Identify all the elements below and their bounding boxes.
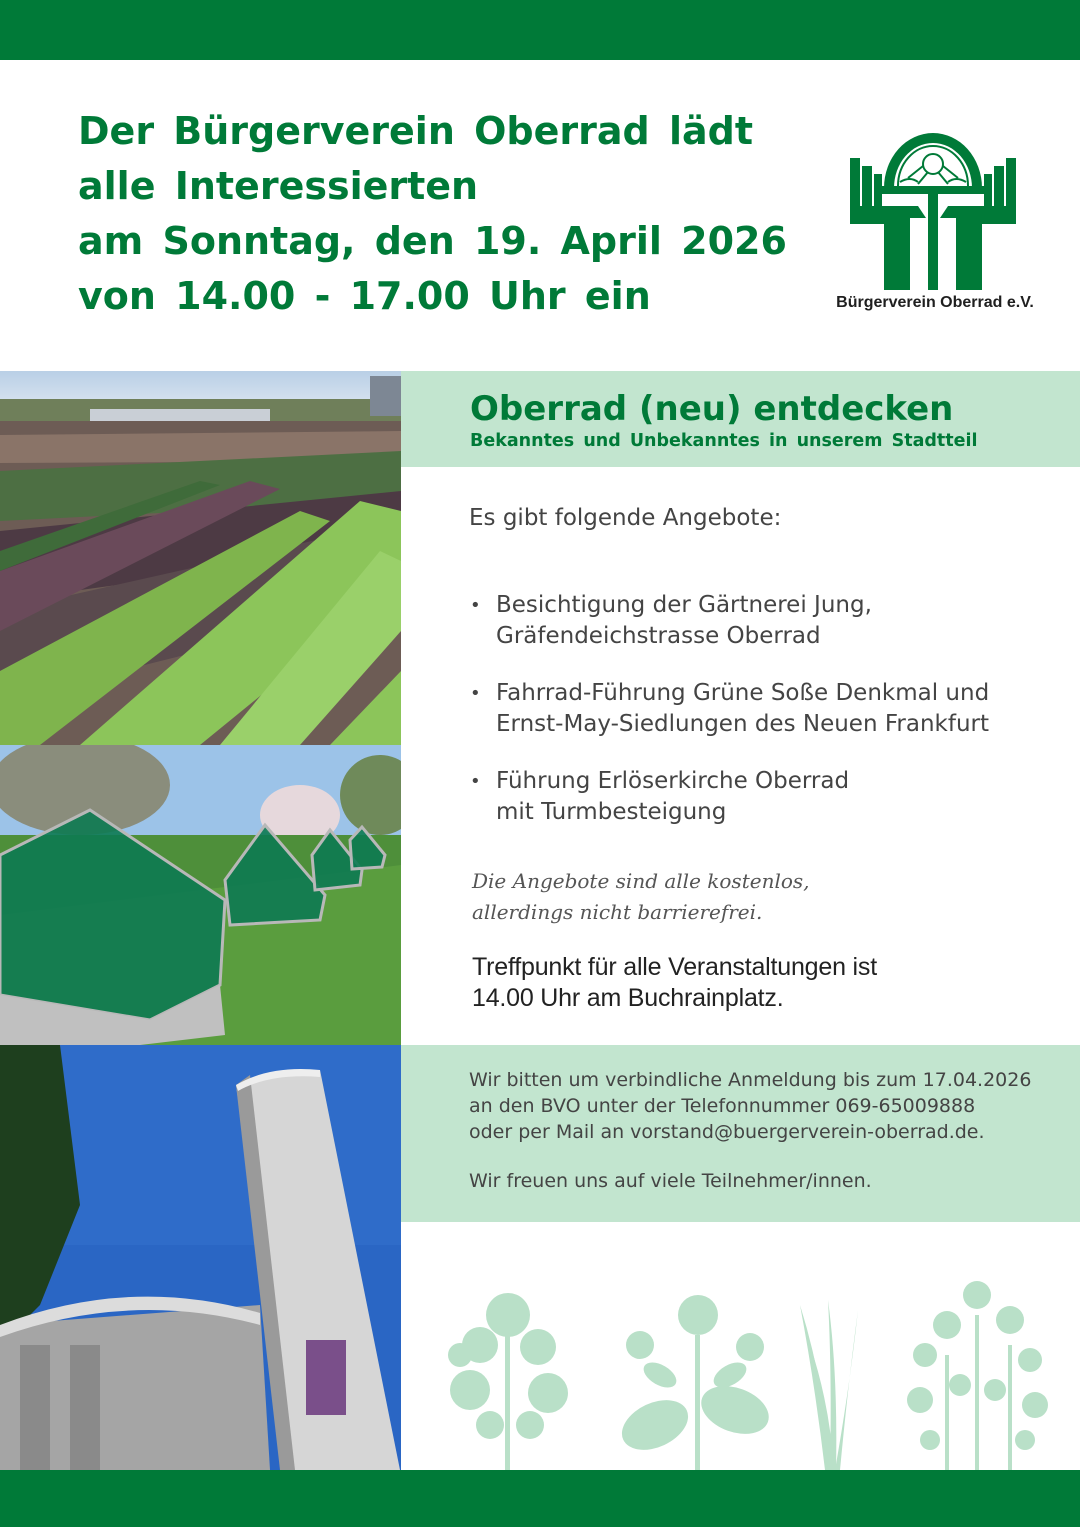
church-tower-photo — [0, 1045, 401, 1470]
registration-line-2: an den BVO unter der Telefonnummer 069-65009888 — [469, 1095, 976, 1117]
meeting-line-2: 14.00 Uhr am Buchrainplatz. — [472, 984, 784, 1012]
section-header-band — [401, 371, 1080, 467]
list-item — [470, 678, 1070, 740]
offer-line: Ernst-May-Siedlungen des Neuen Frankfurt — [496, 711, 989, 737]
bullet-icon: • — [470, 771, 481, 792]
offers-list — [470, 590, 1070, 854]
logo-name: Bürgerverein Oberrad e.V. — [836, 294, 1034, 311]
hands-holding-gate-icon — [848, 128, 1018, 290]
note-line-2: allerdings nicht barrierefrei. — [472, 900, 763, 924]
headline-line-1: Der Bürgerverein Oberrad lädt — [78, 109, 753, 153]
offer-line: Gräfendeichstrasse Oberrad — [496, 623, 821, 649]
greenhouses-photo — [0, 745, 401, 1045]
event-headline — [78, 104, 798, 324]
association-logo — [830, 128, 1050, 318]
headline-line-3: am Sonntag, den 19. April 2026 — [78, 219, 787, 263]
offer-line: Besichtigung der Gärtnerei Jung, — [496, 592, 872, 618]
section-subtitle: Bekanntes und Unbekanntes in unserem Stadtteil — [470, 431, 978, 451]
headline-line-4: von 14.00 - 17.00 Uhr ein — [78, 274, 651, 318]
bullet-icon: • — [470, 595, 481, 616]
offer-line: Führung Erlöserkirche Oberrad — [496, 768, 850, 794]
bottom-green-bar — [0, 1470, 1080, 1527]
registration-band — [401, 1045, 1080, 1222]
list-item — [470, 590, 1070, 652]
thanks-text: Wir freuen uns auf viele Teilnehmer/innen. — [469, 1170, 872, 1192]
flower-herb-icon — [614, 1295, 775, 1470]
note-line-1: Die Angebote sind alle kostenlos, — [472, 869, 810, 893]
registration-line-3: oder per Mail an vorstand@buergerverein-oberrad.de. — [469, 1121, 985, 1143]
headline-line-2: alle Interessierten — [78, 164, 479, 208]
offer-line: mit Turmbesteigung — [496, 799, 727, 825]
section-title: Oberrad (neu) entdecken — [470, 389, 954, 429]
chives-icon — [800, 1300, 858, 1470]
bullet-icon: • — [470, 683, 481, 704]
cost-note — [472, 866, 810, 928]
offer-line: Fahrrad-Führung Grüne Soße Denkmal und — [496, 680, 990, 706]
cress-icon — [907, 1281, 1048, 1470]
top-green-bar — [0, 0, 1080, 60]
registration-text — [469, 1067, 1031, 1145]
vegetable-field-photo — [0, 371, 401, 745]
registration-line-1: Wir bitten um verbindliche Anmeldung bis zum 17.04.2026 — [469, 1069, 1032, 1091]
meeting-point — [472, 952, 877, 1014]
herbs-illustration — [430, 1275, 1070, 1470]
meeting-line-1: Treffpunkt für alle Veranstaltungen ist — [472, 953, 877, 981]
list-item — [470, 766, 1070, 828]
parsley-icon — [448, 1293, 568, 1470]
offers-intro: Es gibt folgende Angebote: — [469, 505, 782, 531]
